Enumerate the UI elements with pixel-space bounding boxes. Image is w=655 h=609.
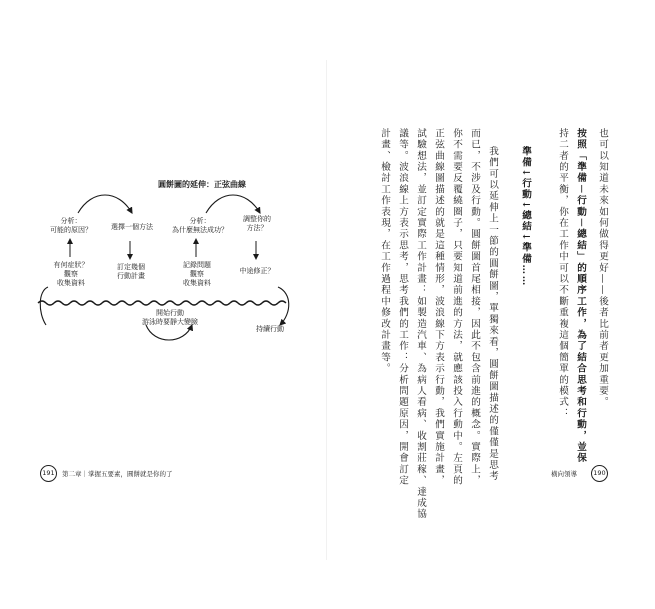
- label-adjust-method: 調整你的 方法？: [243, 215, 271, 232]
- label-midway-fix: 中途修正？: [239, 267, 275, 275]
- label-start-action: 開始行動 游泳時要靜大變臉: [142, 309, 198, 326]
- cycle-sequence: 準備↓行動↓總結↓準備……: [520, 146, 531, 287]
- page-number-left: 191: [40, 465, 57, 482]
- running-head-left: 第二章｜掌握五要素，圓餅就是你的了: [62, 470, 173, 478]
- text-column: 正弦曲線圖描述的就是這種情形，波浪線下方表示行動，我們實施計畫，: [433, 128, 444, 487]
- text-column: 試驗想法，並訂定實際工作計畫：如製造汽車、為病人看病、收割莊稼、達成協: [415, 128, 426, 520]
- sine-wave-line: [38, 301, 286, 305]
- text-column: 也可以知道未來如何做得更好——後者比前者更加重要。: [597, 128, 608, 408]
- text-column: 我們可以延伸上一節的圓餅圖，單獨來看，圓餅圖描述的僅僅是思考: [487, 146, 498, 482]
- arc-analyze-to-choose: [78, 195, 132, 213]
- diagram-title: 圓餅圖的延伸：正弦曲線: [158, 180, 246, 189]
- label-analyze-cause: 分析： 可能的原因？: [50, 217, 92, 234]
- page-number-right: 190: [591, 465, 608, 482]
- running-head-right: 橫向領導: [551, 470, 577, 478]
- arc-analyze-to-adjust: [206, 195, 260, 213]
- label-set-plan: 訂定幾個 行動計畫: [117, 263, 145, 280]
- arc-start-action: [146, 325, 192, 340]
- text-column: 持二者的平衡，你在工作中可以不斷重複這個簡單的模式：: [557, 128, 568, 420]
- page-gutter: [326, 60, 327, 560]
- text-column: 你不需要反覆繞圈子，只要知道前進的方法，就應該投入行動中。左頁的: [451, 128, 462, 487]
- text-column: 計畫、檢討工作表現，在工作過程中修改計畫等。: [379, 128, 390, 375]
- sine-curve-diagram: [34, 175, 324, 375]
- label-analyze-why-fail: 分析： 為什麼無法成功？: [172, 217, 228, 234]
- text-column: 而已，不涉及行動。圓餅圖首尾相接，因此不包含前進的概念。實際上，: [469, 128, 480, 487]
- bracket-left: [40, 287, 48, 325]
- text-column-bold: 按照「準備－行動－總結」的順序工作，為了結合思考和行動，並保: [575, 128, 586, 464]
- label-continue-action: 持續行動: [256, 325, 284, 333]
- bracket-right: [278, 287, 289, 325]
- label-choose-method: 選擇一個方法: [111, 223, 153, 231]
- text-column: 議等。波浪線上方表示思考，思考我們的工作：分析問題原因，開會訂定: [397, 128, 408, 487]
- label-symptoms: 有何症狀？ 觀察 收集資料: [53, 261, 89, 287]
- label-record-problem: 記錄問題 觀察 收集資料: [183, 261, 211, 287]
